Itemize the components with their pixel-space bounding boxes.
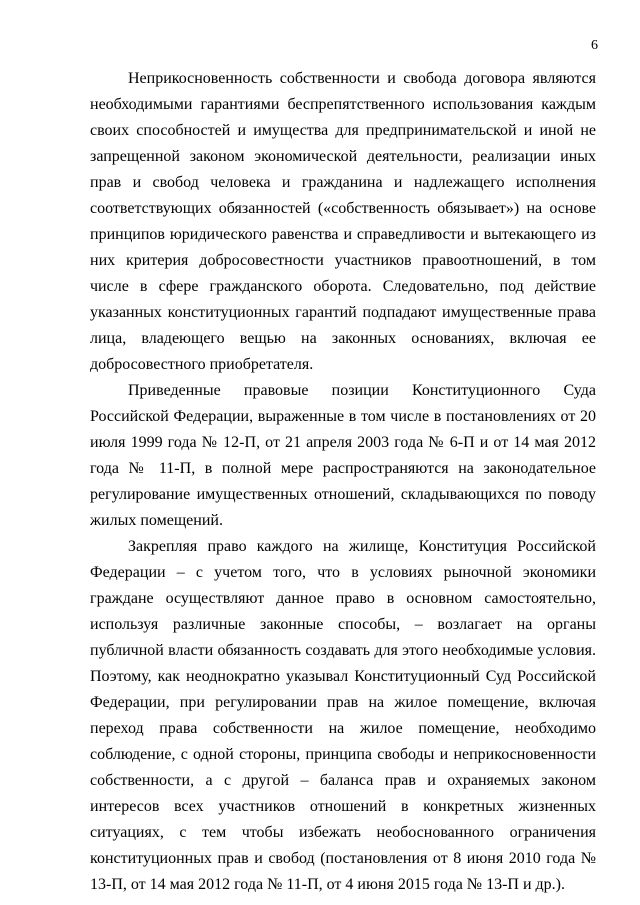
document-body [90, 66, 596, 898]
paragraph-legal-positions: Приведенные правовые позиции Конституционного Суда Российской Федерации, выраженные в том числе в постановлениях от 20 июля 1999 года № 12-П, от 21 апреля 2003 года № 6-П и от 14 мая 2012 года № 11-П, в полной мере распространяются на законодательное регулирование имущественных отношений, складывающихся по поводу жилых помещений. [90, 382, 596, 529]
page-number: 6 [591, 38, 598, 53]
paragraph-right-to-housing: Закрепляя право каждого на жилище, Конституция Российской Федерации – с учетом того, что в условиях рыночной экономики граждане осуществляют данное право в основном самостоятельно, используя различные законные способы, – возлагает на органы публичной власти обязанность создавать для этого необходимые условия. Поэтому, как неоднократно указывал Конституционный Суд Российской Федерации, при регулировании прав на жилое помещение, включая переход права собственности на жилое помещение, необходимо соблюдение, с одной стороны, принципа свободы и неприкосновенности собственности, а с другой – баланса прав и охраняемых законом интересов всех участников отношений в конкретных жизненных ситуациях, с тем чтобы избежать необоснованного ограничения конституционных прав и свобод (постановления от 8 июня 2010 года № 13-П, от 14 мая 2012 года № 11-П, от 4 июня 2015 года № 13-П и др.). [90, 538, 596, 893]
paragraph-property-inviolability: Неприкосновенность собственности и свобода договора являются необходимыми гарантиями беспрепятственного использования каждым своих способностей и имущества для предпринимательской и иной не запрещенной законом экономической деятельности, реализации иных прав и свобод человека и гражданина и надлежащего исполнения соответствующих обязанностей («собственность обязывает») на основе принципов юридического равенства и справедливости и вытекающего из них критерия добросовестности участников правоотношений, в том числе в сфере гражданского оборота. Следовательно, под действие указанных конституционных гарантий подпадают имущественные права лица, владеющего вещью на законных основаниях, включая ее добросовестного приобретателя. [90, 70, 596, 373]
